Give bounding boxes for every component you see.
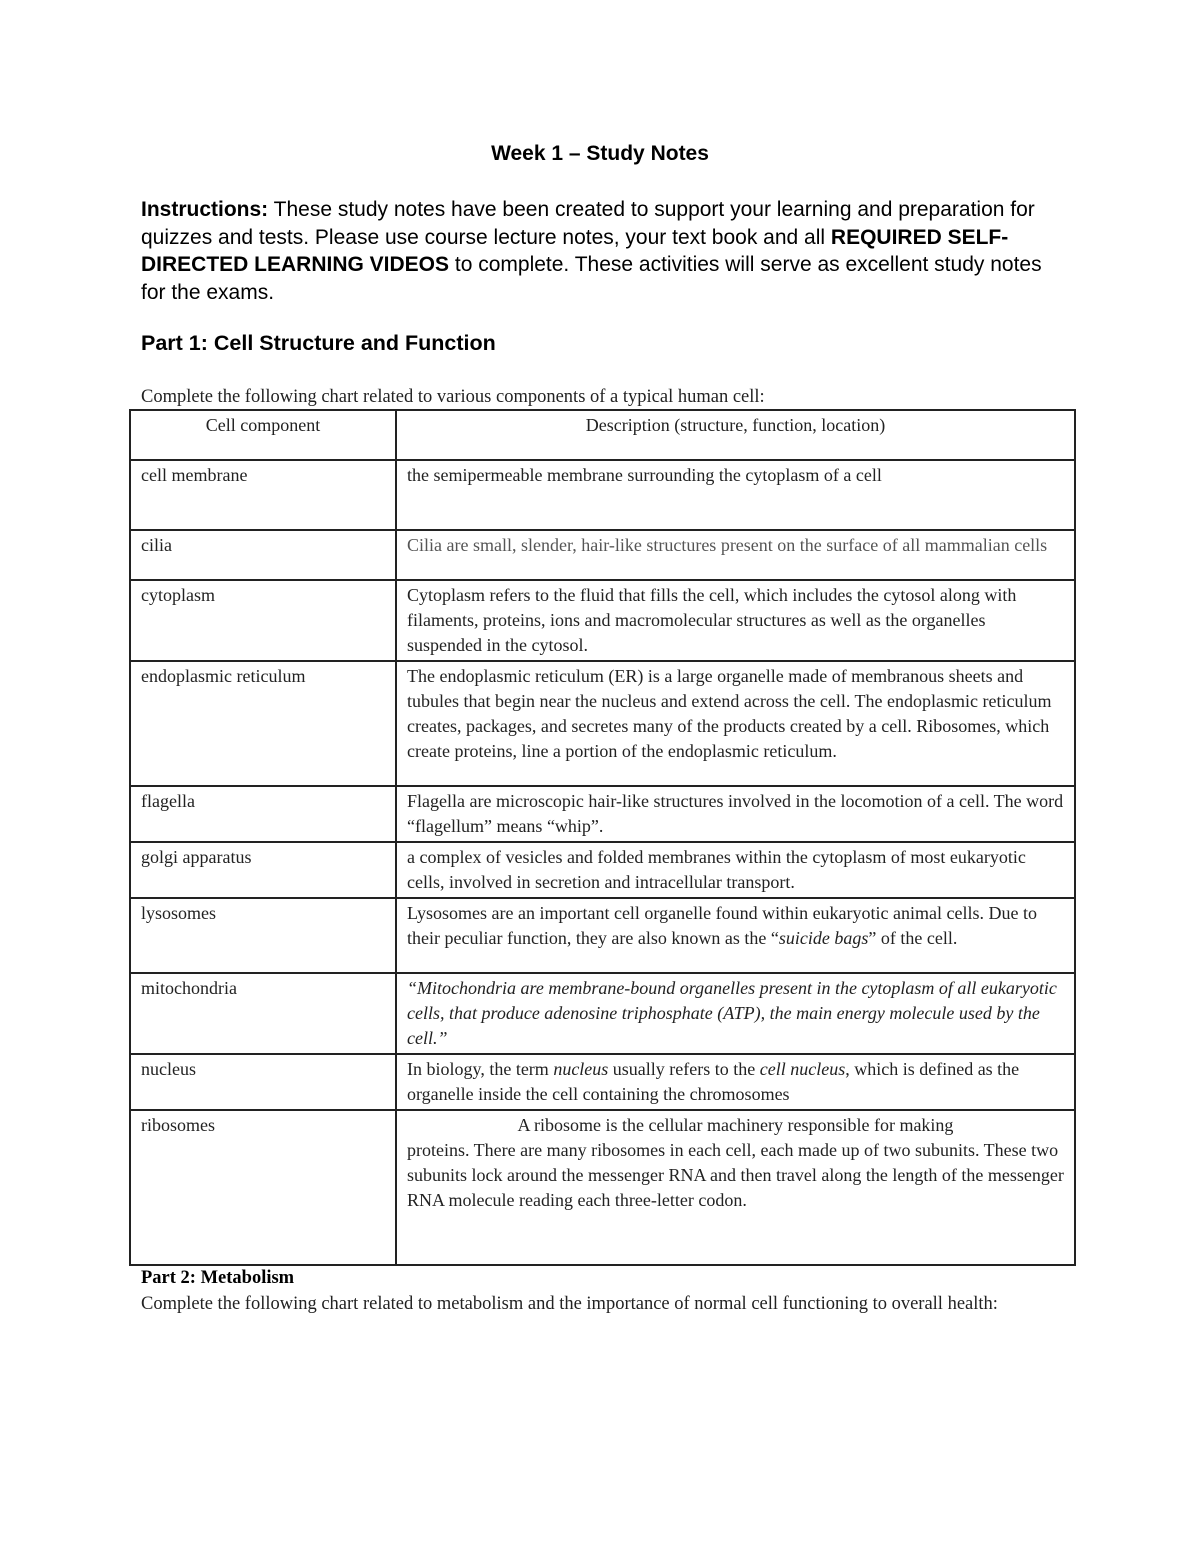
part1-heading: Part 1: Cell Structure and Function	[141, 331, 496, 355]
description-cell: the semipermeable membrane surrounding the cytoplasm of a cell	[396, 460, 1075, 530]
description-text: Lysosomes are an important cell organelle found within eukaryotic animal cells. Due to their peculiar function, they are also known as the “	[407, 903, 1037, 948]
description-cell: Cilia are small, slender, hair-like structures present on the surface of all mammalian cells	[396, 530, 1075, 580]
description-cell: Cytoplasm refers to the fluid that fills the cell, which includes the cytosol along with filaments, proteins, ions and macromolecular structures as well as the organelles suspended in the cytosol.	[396, 580, 1075, 661]
description-italic: nucleus	[553, 1059, 609, 1079]
table-row	[130, 530, 1075, 580]
description-italic: cell nucleus	[759, 1059, 846, 1079]
description-italic: suicide bags	[778, 928, 869, 948]
part2-intro: Complete the following chart related to metabolism and the importance of normal cell functioning to overall health:	[141, 1294, 998, 1314]
description-first-line: A ribosome is the cellular machinery responsible for making	[517, 1115, 954, 1135]
instructions-required-videos: REQUIRED SELF-DIRECTED LEARNING VIDEOS	[141, 225, 1009, 276]
instructions-label: Instructions:	[141, 198, 269, 221]
description-text: , which is defined as the organelle inside the cell containing the chromosomes	[407, 1059, 1020, 1104]
description-text: In biology, the term	[407, 1059, 554, 1079]
table-row	[130, 1110, 1075, 1265]
description-text: usually refers to the	[608, 1059, 760, 1079]
table-row	[130, 661, 1075, 786]
component-cell: endoplasmic reticulum	[130, 661, 396, 786]
description-cell	[396, 898, 1075, 973]
part2-heading: Part 2: Metabolism	[141, 1268, 295, 1288]
table-header-row	[130, 410, 1075, 460]
description-cell	[396, 1110, 1075, 1265]
instructions-text-after: to complete. These activities will serve as excellent study notes for the exams.	[141, 253, 1042, 304]
column-header-description: Description (structure, function, location)	[396, 410, 1075, 460]
table-row	[130, 842, 1075, 898]
description-cell: Flagella are microscopic hair-like structures involved in the locomotion of a cell. The word “flagellum” means “whip”.	[396, 786, 1075, 842]
component-cell: cilia	[130, 530, 396, 580]
column-header-component: Cell component	[130, 410, 396, 460]
table-row	[130, 973, 1075, 1054]
table-row	[130, 460, 1075, 530]
component-cell: golgi apparatus	[130, 842, 396, 898]
component-cell: mitochondria	[130, 973, 396, 1054]
component-cell: lysosomes	[130, 898, 396, 973]
description-text: proteins. There are many ribosomes in each cell, each made up of two subunits. These two subunits lock around the messenger RNA and then travel along the length of the messenger RNA molecule reading each three-letter codon.	[407, 1140, 1064, 1210]
description-cell: a complex of vesicles and folded membranes within the cytoplasm of most eukaryotic cells, involved in secretion and intracellular transport.	[396, 842, 1075, 898]
page-title: Week 1 – Study Notes	[491, 142, 709, 165]
component-cell: cytoplasm	[130, 580, 396, 661]
part1-intro: Complete the following chart related to various components of a typical human cell:	[141, 387, 765, 407]
instructions-text-before: These study notes have been created to support your learning and preparation for quizzes and tests. Please use course lecture notes, your text book and all	[141, 198, 1035, 249]
description-cell: The endoplasmic reticulum (ER) is a large organelle made of membranous sheets and tubules that begin near the nucleus and extend across the cell. The endoplasmic reticulum creates, packages, and secretes many of the products created by a cell. Ribosomes, which create proteins, line a portion of the endoplasmic reticulum.	[396, 661, 1075, 786]
description-text: ” of the cell.	[868, 928, 958, 948]
cell-component-table	[129, 409, 1076, 1266]
component-cell: nucleus	[130, 1054, 396, 1110]
table-row	[130, 1054, 1075, 1110]
table-row	[130, 580, 1075, 661]
table-row	[130, 898, 1075, 973]
instructions-paragraph	[141, 196, 1071, 306]
description-cell: “Mitochondria are membrane-bound organelles present in the cytoplasm of all eukaryotic cells, that produce adenosine triphosphate (ATP), the main energy molecule used by the cell.”	[396, 973, 1075, 1054]
component-cell: ribosomes	[130, 1110, 396, 1265]
component-cell: flagella	[130, 786, 396, 842]
description-cell	[396, 1054, 1075, 1110]
component-cell: cell membrane	[130, 460, 396, 530]
table-row	[130, 786, 1075, 842]
